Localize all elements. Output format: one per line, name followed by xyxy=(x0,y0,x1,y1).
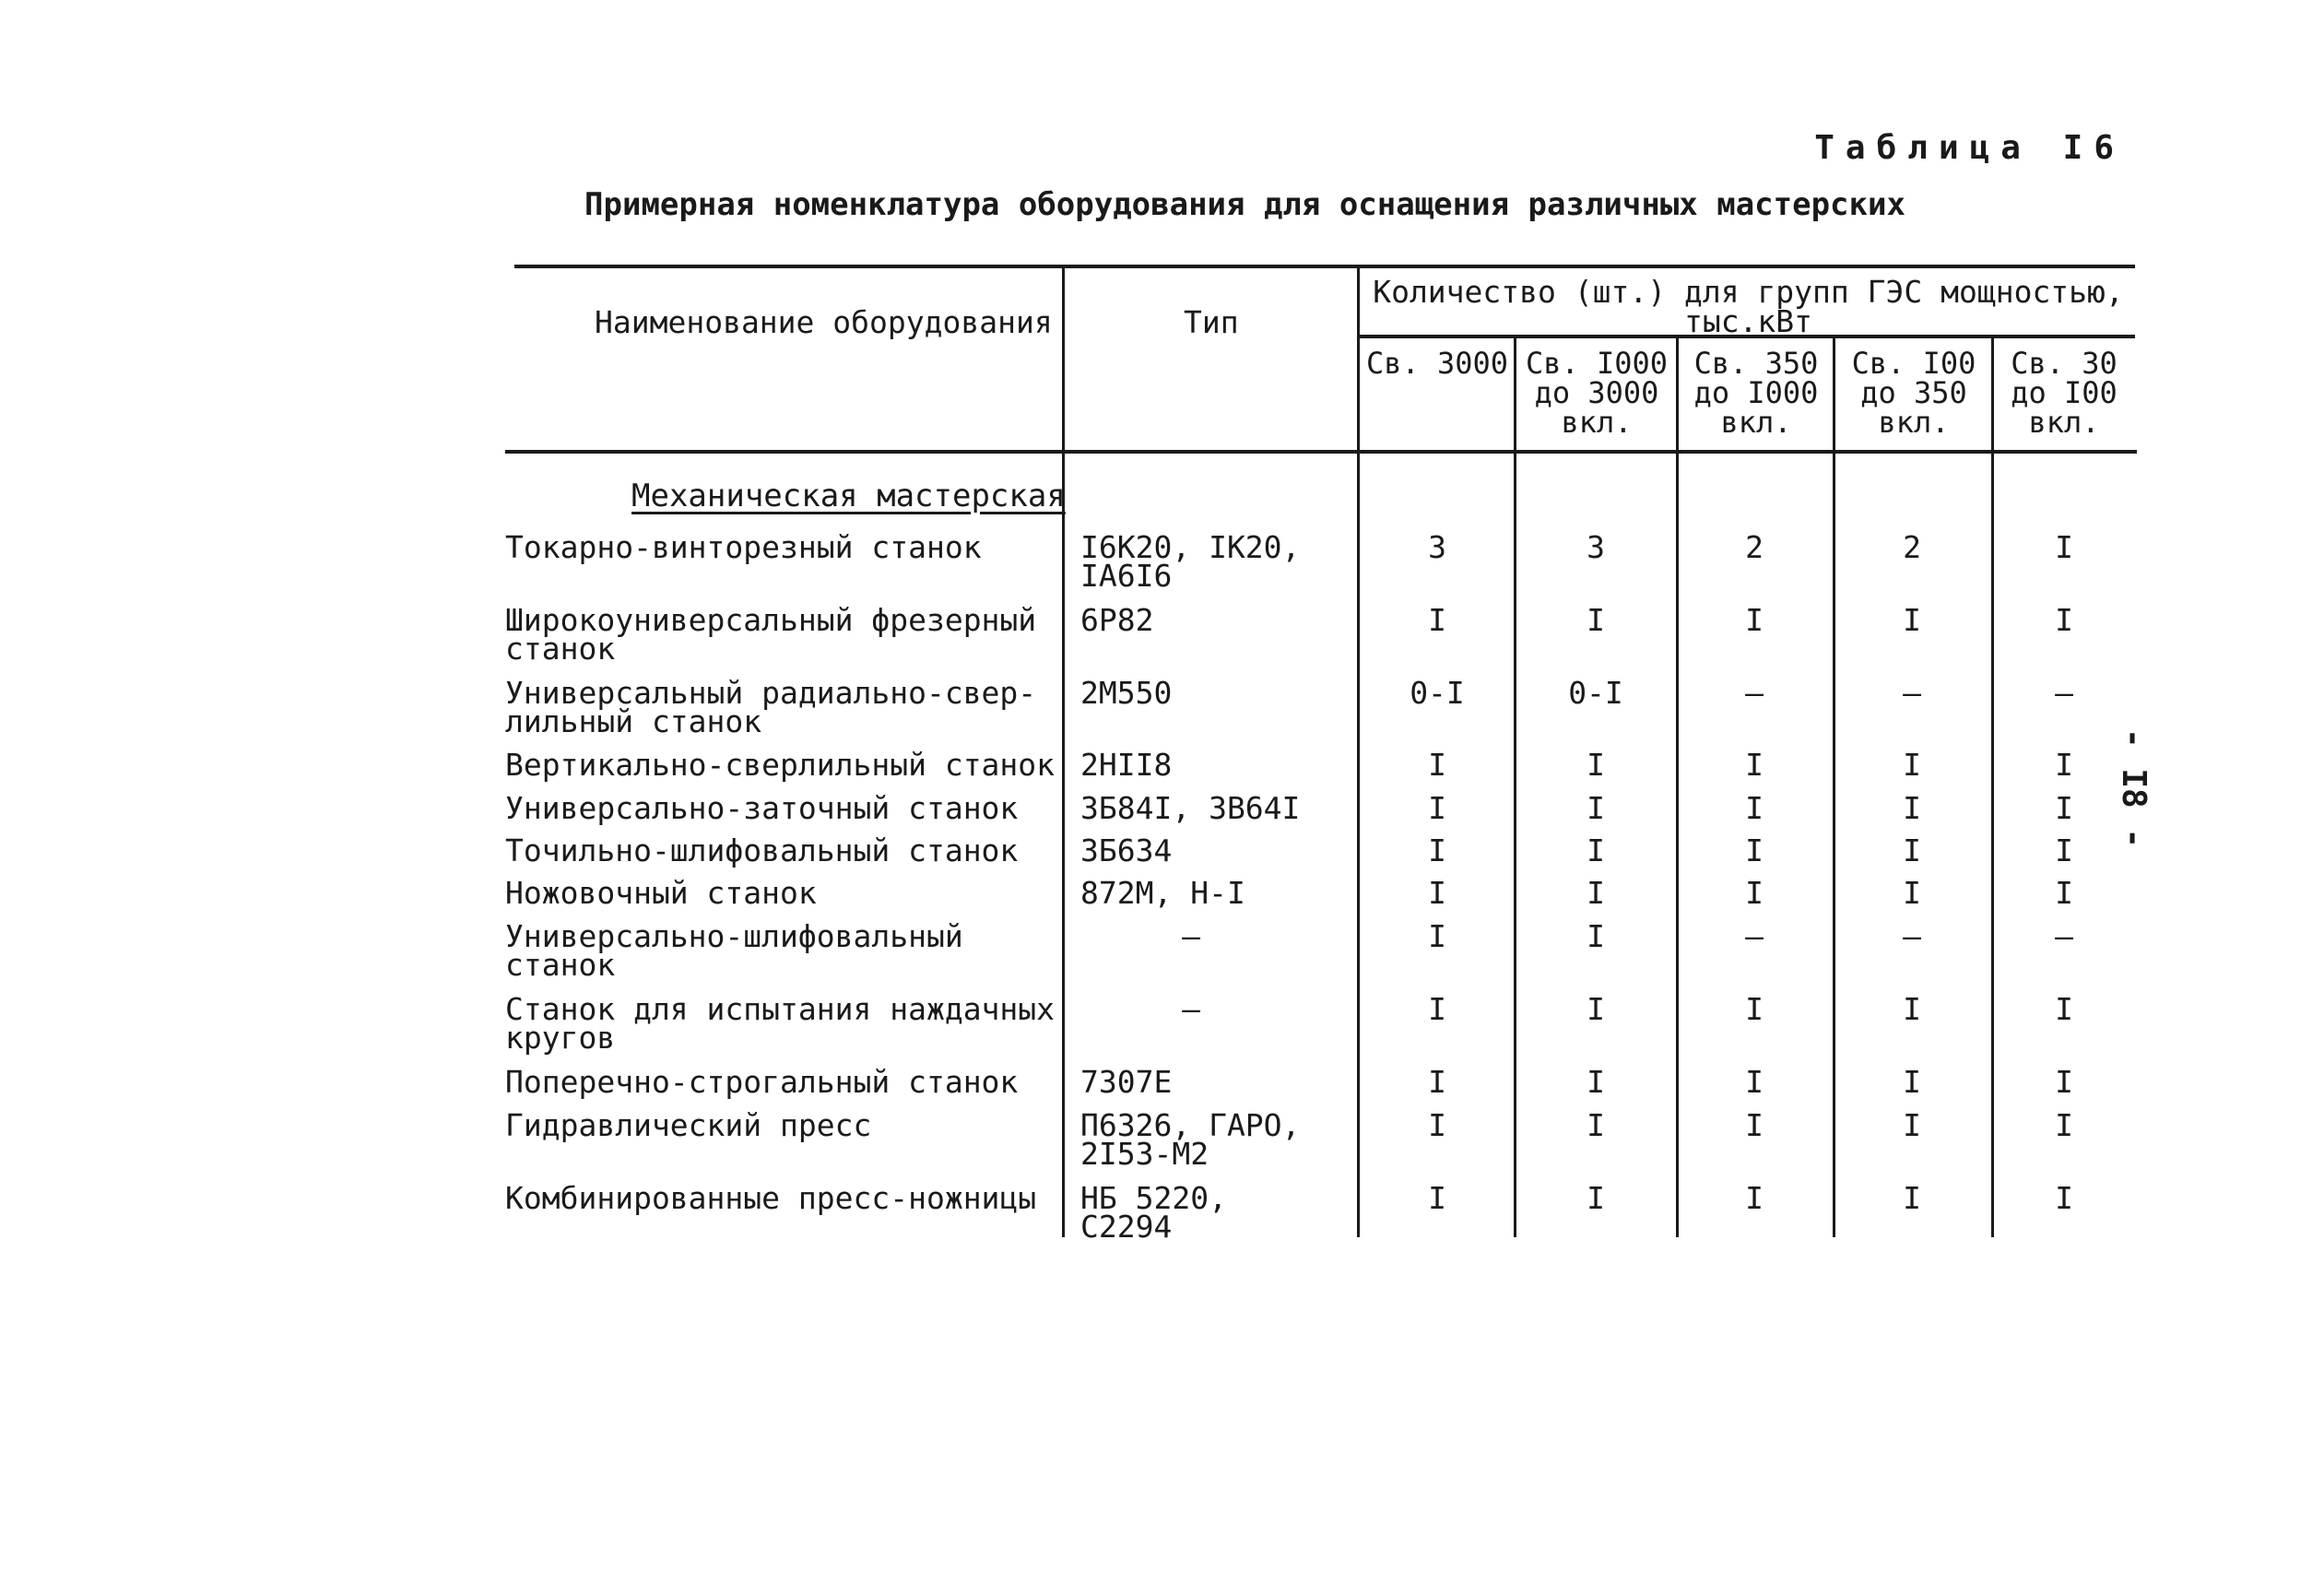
row-quantity-group-5: I xyxy=(2055,529,2073,565)
row-quantity-group-3: I xyxy=(1745,747,1764,783)
table-number: Таблица I6 xyxy=(1814,129,2125,167)
row-quantity-group-3: I xyxy=(1745,1064,1764,1100)
row-quantity-group-4: I xyxy=(1903,790,1921,826)
col-divider-name-type xyxy=(1062,265,1065,1237)
row-equipment-type: – xyxy=(1182,991,1200,1027)
row-quantity-group-4: I xyxy=(1903,1180,1921,1216)
page-number: - I8 - xyxy=(2115,728,2153,849)
row-quantity-group-5: I xyxy=(2055,602,2073,638)
row-quantity-group-3: 2 xyxy=(1745,529,1764,565)
row-equipment-type: 3Б84I, 3В64I xyxy=(1080,790,1301,826)
row-quantity-group-5: I xyxy=(2055,832,2073,868)
row-quantity-group-5: I xyxy=(2055,991,2073,1027)
row-quantity-group-1: I xyxy=(1428,991,1446,1027)
row-quantity-group-3: I xyxy=(1745,1180,1764,1216)
row-quantity-group-5: – xyxy=(2055,675,2073,711)
row-quantity-group-2: I xyxy=(1587,747,1605,783)
row-quantity-group-1: I xyxy=(1428,790,1446,826)
row-quantity-group-4: I xyxy=(1903,747,1921,783)
col-divider-q4-q5 xyxy=(1991,337,1994,1237)
header-group-3: Св. 350 до I000 вкл. xyxy=(1693,346,1819,440)
row-equipment-name: Универсальный радиально-свер- лильный станок xyxy=(505,675,1037,739)
row-quantity-group-5: I xyxy=(2055,1180,2073,1216)
row-quantity-group-1: I xyxy=(1428,918,1446,954)
row-quantity-group-5: I xyxy=(2055,875,2073,911)
row-quantity-group-1: 0-I xyxy=(1410,675,1465,711)
row-equipment-type: 6Р82 xyxy=(1080,602,1154,638)
row-quantity-group-2: I xyxy=(1587,1180,1605,1216)
header-type: Тип xyxy=(1184,304,1239,340)
row-equipment-name: Универсально-заточный станок xyxy=(505,790,1019,826)
row-quantity-group-5: I xyxy=(2055,747,2073,783)
row-quantity-group-1: I xyxy=(1428,1107,1446,1143)
row-quantity-group-1: I xyxy=(1428,747,1446,783)
row-equipment-type: 3Б634 xyxy=(1080,832,1173,868)
row-quantity-group-3: I xyxy=(1745,875,1764,911)
row-quantity-group-2: I xyxy=(1587,790,1605,826)
row-equipment-type: – xyxy=(1182,918,1200,954)
row-quantity-group-3: I xyxy=(1745,790,1764,826)
row-quantity-group-2: I xyxy=(1587,918,1605,954)
row-equipment-type: 2НII8 xyxy=(1080,747,1173,783)
row-quantity-group-1: I xyxy=(1428,1180,1446,1216)
row-equipment-name: Гидравлический пресс xyxy=(505,1107,872,1143)
row-quantity-group-3: – xyxy=(1745,918,1764,954)
row-quantity-group-5: I xyxy=(2055,1107,2073,1143)
row-quantity-group-3: I xyxy=(1745,991,1764,1027)
row-equipment-type: 872М, Н-I xyxy=(1080,875,1245,911)
row-equipment-name: Комбинированные пресс-ножницы xyxy=(505,1180,1037,1216)
row-quantity-group-3: I xyxy=(1745,832,1764,868)
row-quantity-group-2: 3 xyxy=(1587,529,1605,565)
row-quantity-group-3: I xyxy=(1745,1107,1764,1143)
header-group-5: Св. 30 до I00 вкл. xyxy=(2011,346,2118,440)
table-top-rule xyxy=(514,265,2135,268)
row-equipment-type: I6К20, IК20, IА6I6 xyxy=(1080,529,1301,594)
row-quantity-group-4: – xyxy=(1903,675,1921,711)
row-quantity-group-2: I xyxy=(1587,832,1605,868)
table-title: Примерная номенклатура оборудования для оснащения различных мастерских xyxy=(584,186,1905,223)
row-quantity-group-2: I xyxy=(1587,602,1605,638)
row-quantity-group-3: – xyxy=(1745,675,1764,711)
row-equipment-name: Токарно-винторезный станок xyxy=(505,529,982,565)
header-quantity-line1: Количество (шт.) для групп ГЭС мощностью, xyxy=(1373,274,2124,310)
row-quantity-group-5: I xyxy=(2055,1064,2073,1100)
header-bottom-rule xyxy=(505,450,2137,454)
col-divider-q1-q2 xyxy=(1514,337,1516,1237)
row-equipment-name: Ножовочный станок xyxy=(505,875,817,911)
row-quantity-group-2: 0-I xyxy=(1568,675,1623,711)
row-quantity-group-5: I xyxy=(2055,790,2073,826)
row-quantity-group-2: I xyxy=(1587,1064,1605,1100)
row-quantity-group-1: I xyxy=(1428,875,1446,911)
row-equipment-name: Поперечно-строгальный станок xyxy=(505,1064,1019,1100)
row-equipment-name: Универсально-шлифовальный станок xyxy=(505,918,963,983)
row-quantity-group-2: I xyxy=(1587,875,1605,911)
row-quantity-group-2: I xyxy=(1587,1107,1605,1143)
row-quantity-group-4: I xyxy=(1903,1064,1921,1100)
row-equipment-type: П6326, ГАРО, 2I53-М2 xyxy=(1080,1107,1301,1172)
row-quantity-group-4: I xyxy=(1903,602,1921,638)
header-group-4: Св. I00 до 350 вкл. xyxy=(1851,346,1976,440)
row-quantity-group-1: I xyxy=(1428,1064,1446,1100)
col-divider-q2-q3 xyxy=(1676,337,1679,1237)
row-quantity-group-2: I xyxy=(1587,991,1605,1027)
row-quantity-group-1: 3 xyxy=(1428,529,1446,565)
row-equipment-name: Широкоуниверсальный фрезерный станок xyxy=(505,602,1037,667)
header-equipment-name: Наименование оборудования xyxy=(595,304,1053,340)
row-equipment-name: Точильно-шлифовальный станок xyxy=(505,832,1019,868)
col-divider-type-qty xyxy=(1357,265,1360,1237)
row-equipment-name: Вертикально-сверлильный станок xyxy=(505,747,1056,783)
row-quantity-group-4: I xyxy=(1903,875,1921,911)
row-quantity-group-5: – xyxy=(2055,918,2073,954)
row-quantity-group-4: I xyxy=(1903,1107,1921,1143)
row-equipment-name: Станок для испытания наждачных кругов xyxy=(505,991,1056,1056)
header-quantity-line2: тыс.кВт xyxy=(1683,303,1813,339)
section-title: Механическая мастерская xyxy=(631,478,1066,514)
row-quantity-group-4: 2 xyxy=(1903,529,1921,565)
row-quantity-group-1: I xyxy=(1428,602,1446,638)
row-equipment-type: 7307Е xyxy=(1080,1064,1173,1100)
row-equipment-type: НБ 5220, С2294 xyxy=(1080,1180,1227,1245)
col-divider-q3-q4 xyxy=(1833,337,1835,1237)
row-quantity-group-4: – xyxy=(1903,918,1921,954)
row-equipment-type: 2М550 xyxy=(1080,675,1173,711)
row-quantity-group-3: I xyxy=(1745,602,1764,638)
row-quantity-group-1: I xyxy=(1428,832,1446,868)
row-quantity-group-4: I xyxy=(1903,832,1921,868)
row-quantity-group-4: I xyxy=(1903,991,1921,1027)
header-group-1: Св. 3000 xyxy=(1365,346,1509,381)
header-group-2: Св. I000 до 3000 вкл. xyxy=(1525,346,1669,440)
